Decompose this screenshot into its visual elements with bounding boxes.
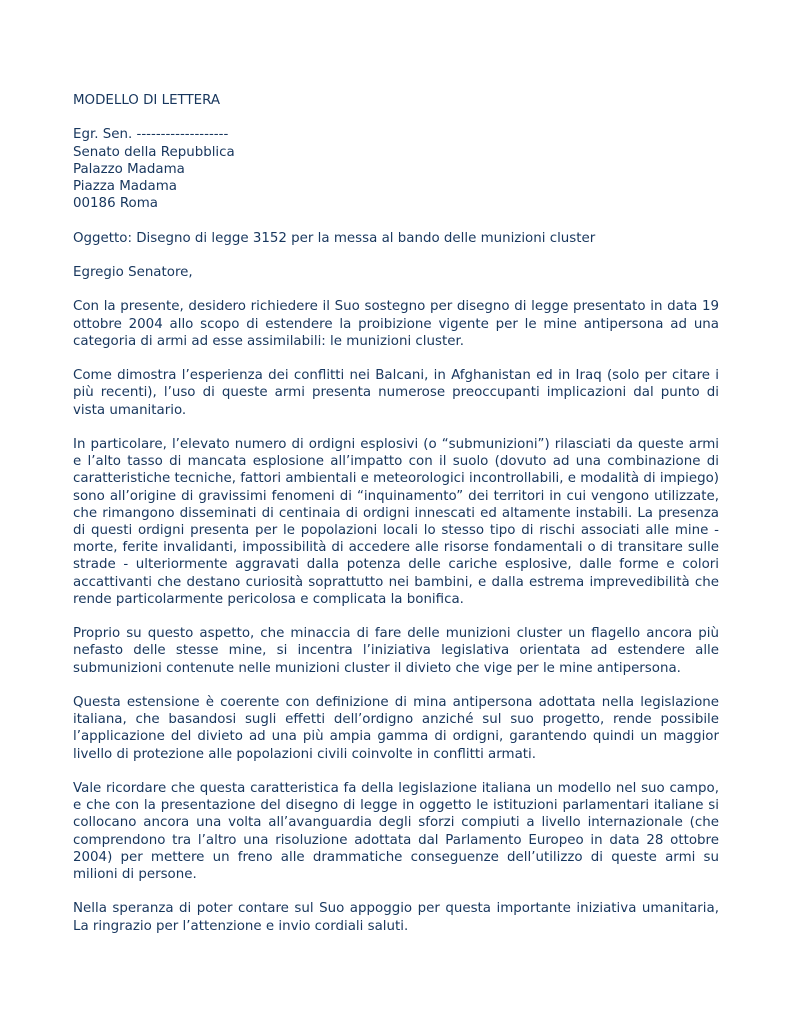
body-paragraph-1: Con la presente, desidero richiedere il Suo sostegno per disegno di legge presentato in data 19 ottobre 2004 allo scopo di estendere la proibizione vigente per le mine antipersona ad una categoria di armi ad esse assimilabili: le munizioni cluster. — [73, 299, 719, 349]
recipient-address — [73, 126, 719, 212]
recipient-city: 00186 Roma — [73, 196, 158, 212]
closing-paragraph: Nella speranza di poter contare sul Suo appoggio per questa importante iniziativa umanitaria, La ringrazio per l’attenzione e invio cordiali saluti. — [73, 901, 719, 934]
body-paragraph-4: Proprio su questo aspetto, che minaccia di fare delle munizioni cluster un flagello ancora più nefasto delle stesse mine, si incentra l’iniziativa legislativa orientata ad estendere alle submunizioni contenute nelle munizioni cluster il divieto che vige per le mine antipersona. — [73, 626, 719, 676]
letter-heading: MODELLO DI LETTERA — [73, 93, 221, 108]
letter-subject: Oggetto: Disegno di legge 3152 per la messa al bando delle munizioni cluster — [73, 230, 596, 246]
body-paragraph-6: Vale ricordare che questa caratteristica fa della legislazione italiana un modello nel suo campo, e che con la presentazione del disegno di legge in oggetto le istituzioni parlamentari italiane si collocano ancora una volta all’avanguardia degli sforzi compiuti a livello internazionale (che comprendono tra l’altro una risoluzione adottata dal Parlamento Europeo in data 28 ottobre 2004) per mettere un freno alle drammatiche conseguenze dell’utilizzo di queste armi su milioni di persone. — [73, 780, 719, 882]
recipient-name: Egr. Sen. ------------------- — [73, 127, 229, 143]
recipient-building: Palazzo Madama — [73, 161, 185, 177]
recipient-street: Piazza Madama — [73, 179, 177, 194]
body-paragraph-5: Questa estensione è coerente con definizione di mina antipersona adottata nella legislazione italiana, che basandosi sugli effetti dell’ordigno anziché sul suo progetto, rende possibile l’applicazione del divieto ad una più ampia gamma di ordigni, garantendo quindi un maggior livello di protezione alle popolazioni civili coinvolte in conflitti armati. — [73, 694, 719, 762]
body-paragraph-2: Come dimostra l’esperienza dei conflitti nei Balcani, in Afghanistan ed in Iraq (solo per citare i più recenti), l’uso di queste armi presenta numerose preoccupanti implicazioni dal punto di vista umanitario. — [73, 368, 719, 418]
letter-salutation: Egregio Senatore, — [73, 264, 193, 280]
recipient-institution: Senato della Repubblica — [73, 144, 235, 160]
body-paragraph-3: In particolare, l’elevato numero di ordigni esplosivi (o “submunizioni”) rilasciati da queste armi e l’alto tasso di mancata esplosione all’impatto con il suolo (dovuto ad una combinazione di caratteristiche tecniche, fattori ambientali e meteorologici incontrollabili, e modalità di impiego) sono all’origine di gravissimi fenomeni di “inquinamento” dei territori in cui vengono utilizzate, che rimangono disseminati di centinaia di ordigni innescati ed altamente instabili. La presenza di questi ordigni presenta per le popolazioni locali lo stesso tipo di rischi associati alle mine - morte, ferite invalidanti, impossibilità di accedere alle risorse fondamentali o di transitare sulle strade - ulteriormente aggravati dalla potenza delle cariche esplosive, dalle forme e colori accattivanti che destano curiosità soprattutto nei bambini, e dalla estrema imprevedibilità che rende particolarmente pericolosa e complicata la bonifica. — [73, 436, 719, 607]
letter-page — [73, 92, 719, 952]
